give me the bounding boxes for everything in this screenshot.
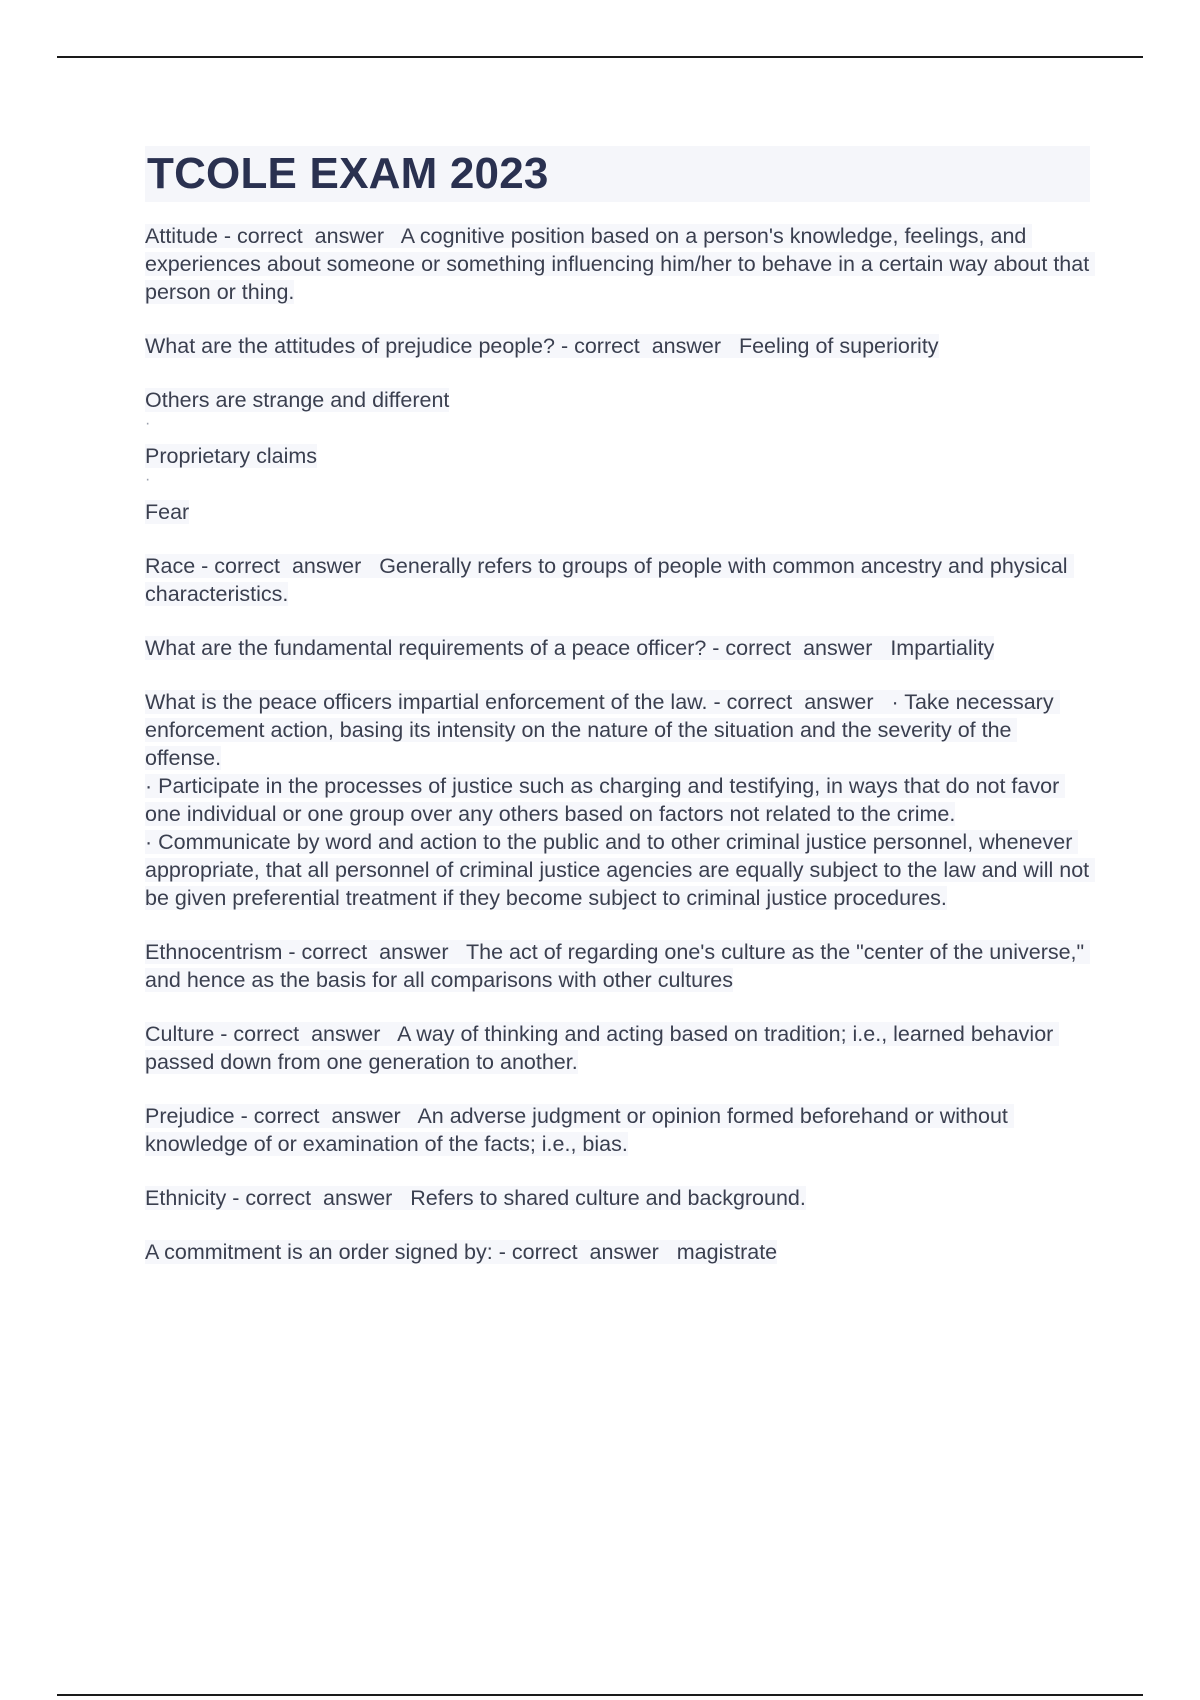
list-separator: ·: [145, 415, 151, 432]
card-separator: - correct answer: [195, 554, 380, 578]
flashcard-prejudice: [145, 1102, 1090, 1158]
card-answer: Generally refers to groups of people with common ancestry and physical characteristics.: [145, 554, 1074, 606]
card-separator: - correct answer: [217, 224, 401, 248]
bottom-rule: [57, 1694, 1143, 1696]
flashcard-prejudice-attitudes: [145, 332, 1090, 360]
card-question: Ethnocentrism: [145, 940, 283, 964]
top-rule: [57, 56, 1143, 58]
card-question: Race: [145, 554, 196, 578]
card-separator: - correct answer: [706, 636, 891, 660]
flashcard-culture: [145, 1020, 1090, 1076]
card-separator: - correct answer: [492, 1240, 677, 1264]
flashcard-commitment: [145, 1238, 1090, 1266]
card-question: Ethnicity: [145, 1186, 227, 1210]
flashcard-ethnicity: [145, 1184, 1090, 1212]
card-answer: A way of thinking and acting based on tradition; i.e., learned behavior passed down from one generation to another.: [145, 1022, 1060, 1074]
list-item: Fear: [145, 500, 190, 524]
card-question: What are the fundamental requirements of a peace officer?: [145, 636, 707, 660]
card-separator: - correct answer: [707, 690, 892, 714]
card-separator: - correct answer: [226, 1186, 411, 1210]
flashcard-attitude: [145, 222, 1096, 306]
card-answer-bullet: · Participate in the processes of justice such as charging and testifying, in ways that do not favor one individual or one group over any others based on factors not related to the crime.: [145, 774, 1066, 826]
card-answer-bullet: · Take necessary enforcement action, basing its intensity on the nature of the situation and the severity of the offense.: [145, 690, 1060, 770]
card-separator: - correct answer: [282, 940, 467, 964]
card-answer: Feeling of superiority: [738, 334, 939, 358]
card-question: What are the attitudes of prejudice people?: [145, 334, 555, 358]
card-question: Attitude: [145, 224, 218, 248]
card-question: Culture: [145, 1022, 215, 1046]
page-title: TCOLE EXAM 2023: [145, 146, 1090, 202]
card-answer-bullet: · Communicate by word and action to the public and to other criminal justice personnel, whenever appropriate, that all personnel of criminal justice agencies are equally subject to the law and will not be given preferential treatment if they become subject to criminal justice procedures.: [145, 830, 1096, 910]
card-separator: - correct answer: [554, 334, 739, 358]
card-question: Prejudice: [145, 1104, 235, 1128]
prejudice-attitude-list: [145, 386, 1090, 526]
flashcard-ethnocentrism: [145, 938, 1090, 994]
card-answer: A cognitive position based on a person's knowledge, feelings, and experiences about someone or something influencing him/her to behave in a certain way about that person or thing.: [145, 224, 1096, 304]
card-question: A commitment is an order signed by:: [145, 1240, 493, 1264]
list-item: Proprietary claims: [145, 444, 318, 468]
card-answer: The act of regarding one's culture as the "center of the universe," and hence as the basis for all comparisons with other cultures: [145, 940, 1091, 992]
flashcard-race: [145, 552, 1090, 608]
card-separator: - correct answer: [234, 1104, 418, 1128]
card-answer: magistrate: [676, 1240, 778, 1264]
card-answer: Refers to shared culture and background.: [410, 1186, 806, 1210]
list-separator: ·: [145, 471, 151, 488]
card-answer: Impartiality: [890, 636, 995, 660]
flashcard-impartial-enforcement: [145, 688, 1096, 912]
list-item: Others are strange and different: [145, 388, 450, 412]
card-question: What is the peace officers impartial enforcement of the law.: [145, 690, 708, 714]
document-body: [145, 146, 1096, 1292]
card-separator: - correct answer: [214, 1022, 398, 1046]
flashcard-fundamental-requirements: [145, 634, 1090, 662]
card-answer: An adverse judgment or opinion formed beforehand or without knowledge of or examination of the facts; i.e., bias.: [145, 1104, 1014, 1156]
